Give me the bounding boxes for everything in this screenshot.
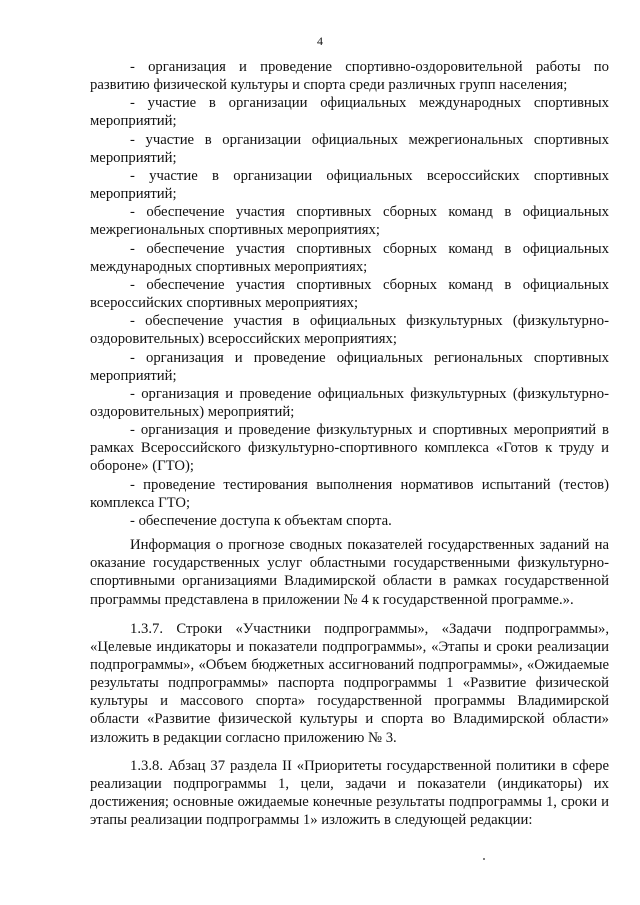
list-item: - обеспечение доступа к объектам спорта. bbox=[130, 512, 392, 529]
list-item: - организация и проведение официальных региональных спортивных мероприятий; bbox=[90, 349, 609, 384]
list-item: - участие в организации официальных межрегиональных спортивных мероприятий; bbox=[90, 131, 609, 166]
document-body bbox=[90, 58, 609, 829]
info-paragraph: Информация о прогнозе сводных показателей государственных заданий на оказание государственных услуг областными государственными физкультурно-спортивными организациями Владимирской области в рамках государственной программы представлена в приложении № 4 к государственной программе.». bbox=[90, 537, 609, 608]
list-item: - участие в организации официальных всероссийских спортивных мероприятий; bbox=[90, 167, 609, 203]
list-item: - организация и проведение официальных физкультурных (физкультурно-оздоровительных) мероприятий; bbox=[90, 385, 609, 420]
list-item: - обеспечение участия спортивных сборных команд в официальных межрегиональных спортивных мероприятиях; bbox=[90, 204, 609, 239]
list-item: - обеспечение участия спортивных сборных команд в официальных всероссийских спортивных мероприятиях; bbox=[90, 276, 609, 312]
list-item: - обеспечение участия в официальных физкультурных (физкультурно-оздоровительных) всероссийских мероприятиях; bbox=[90, 313, 609, 348]
list-item: - обеспечение участия спортивных сборных команд в официальных международных спортивных мероприятиях; bbox=[90, 240, 609, 275]
list-item: - проведение тестирования выполнения нормативов испытаний (тестов) комплекса ГТО; bbox=[90, 476, 609, 511]
clause-1-3-7: 1.3.7. Строки «Участники подпрограммы», «Задачи подпрограммы», «Целевые индикаторы и показатели подпрограммы», «Этапы и сроки реализации подпрограммы», «Объем бюджетных ассигнований подпрограммы», «Ожидаемые результаты подпрограммы» паспорта подпрограммы 1 «Развитие физической культуры и массового спорта» государственной программы Владимирской области «Развитие физической культуры и спорта во Владимирской области» изложить в редакции согласно приложению № 3. bbox=[90, 620, 609, 746]
clause-1-3-8: 1.3.8. Абзац 37 раздела II «Приоритеты государственной политики в сфере реализации подпрограммы 1, цели, задачи и показатели (индикаторы) их достижения; основные ожидаемые конечные результаты подпрограммы 1, сроки и этапы реализации подпрограммы 1» изложить в следующей редакции: bbox=[90, 757, 609, 829]
list-item: - участие в организации официальных международных спортивных мероприятий; bbox=[90, 95, 609, 130]
page-number: 4 bbox=[317, 34, 323, 48]
list-item: - организация и проведение физкультурных и спортивных мероприятий в рамках Всероссийского физкультурно-спортивного комплекса «Готов к труду и обороне» (ГТО); bbox=[90, 422, 609, 475]
list-item: - организация и проведение спортивно-оздоровительной работы по развитию физической культуры и спорта среди различных групп населения; bbox=[90, 59, 609, 94]
scan-speck bbox=[483, 858, 485, 860]
